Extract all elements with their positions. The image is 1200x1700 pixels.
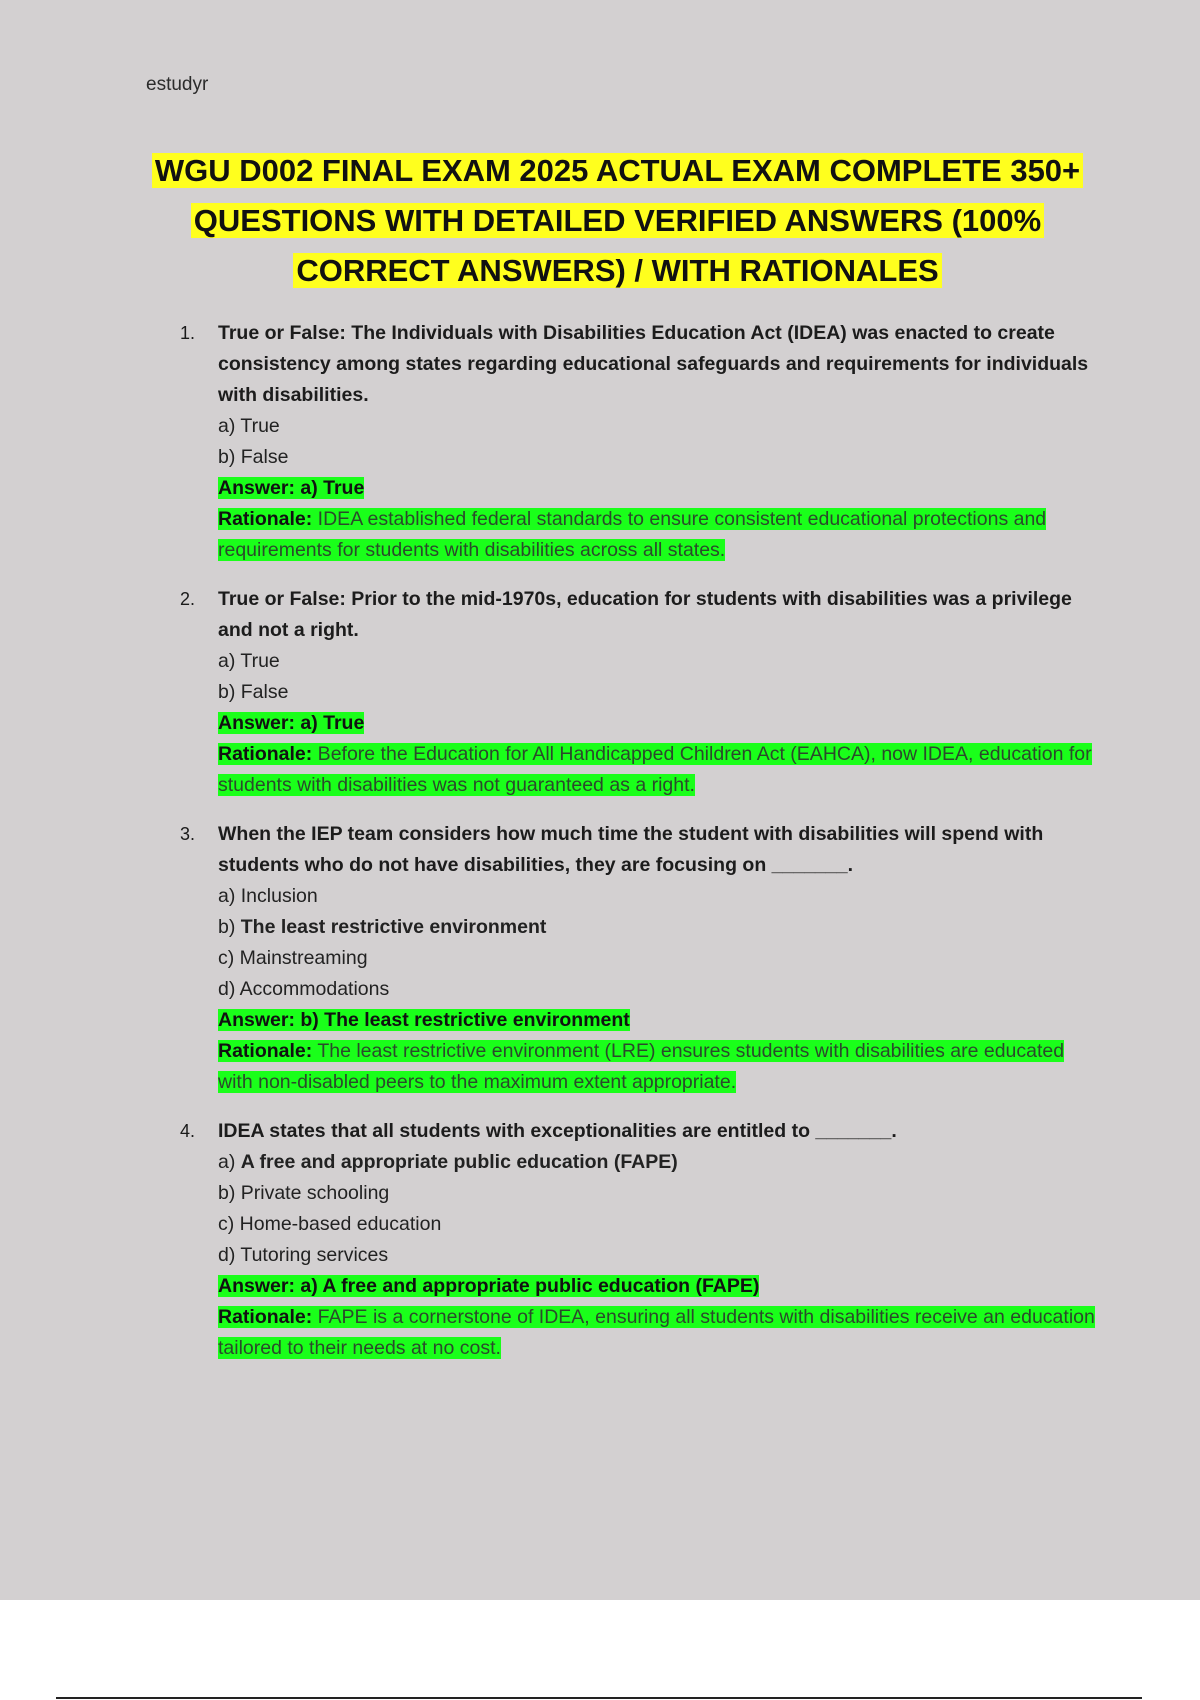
option-c: c) Home-based education: [218, 1213, 442, 1235]
question-text: True or False: The Individuals with Disabilities Education Act (IDEA) was enacted to create consistency among states regarding educational safeguards and requirements for individuals with disabilities.: [218, 322, 1089, 406]
option-a: a) True: [218, 650, 280, 672]
option-b-bold: The least restrictive environment: [240, 916, 547, 938]
question-item: [168, 318, 1103, 566]
rationale-text: [218, 508, 1046, 561]
question-number: 2.: [180, 589, 196, 609]
answer-text: Answer: a) True: [218, 712, 365, 734]
option-a-prefix: a): [218, 1151, 241, 1173]
option-b: b) False: [218, 681, 289, 703]
rationale-label: Rationale:: [218, 743, 313, 765]
question-item: [168, 819, 1103, 1098]
rationale-body: The least restrictive environment (LRE) ensures students with disabilities are educated with non-disabled peers to the maximum extent appropriate.: [218, 1040, 1065, 1093]
option-b: [218, 912, 1103, 943]
answer-text: Answer: a) A free and appropriate public education (FAPE): [218, 1275, 760, 1297]
rationale-text: [218, 743, 1092, 796]
question-text: When the IEP team considers how much time the student with disabilities will spend with students who do not have disabilities, they are focusing on _______.: [218, 823, 1044, 876]
rationale-body: Before the Education for All Handicapped Children Act (EAHCA), now IDEA, education for students with disabilities was not guaranteed as a right.: [218, 743, 1092, 796]
option-b: b) False: [218, 446, 289, 468]
question-text: IDEA states that all students with exceptionalities are entitled to _______.: [218, 1120, 897, 1142]
rationale-label: Rationale:: [218, 1306, 313, 1328]
question-number: 1.: [180, 323, 196, 343]
option-d: d) Accommodations: [218, 978, 390, 1000]
option-a: [218, 1147, 1103, 1178]
question-number: 3.: [180, 824, 196, 844]
rationale-label: Rationale:: [218, 508, 313, 530]
answer-text: Answer: b) The least restrictive environment: [218, 1009, 630, 1031]
watermark-text: estudyr: [146, 74, 209, 95]
question-text: True or False: Prior to the mid-1970s, education for students with disabilities was a privilege and not a right.: [218, 588, 1072, 641]
footer-rule: [56, 1697, 1142, 1699]
title-line-2: QUESTIONS WITH DETAILED VERIFIED ANSWERS (100%: [191, 203, 1044, 238]
option-a: a) True: [218, 415, 280, 437]
title-line-1: WGU D002 FINAL EXAM 2025 ACTUAL EXAM COMPLETE 350+: [152, 153, 1083, 188]
question-list: [168, 318, 1103, 1382]
rationale-body: IDEA established federal standards to ensure consistent educational protections and requirements for students with disabilities across all states.: [218, 508, 1047, 561]
option-b-prefix: b): [218, 916, 241, 938]
answer-text: Answer: a) True: [218, 477, 365, 499]
document-title: [130, 146, 1105, 296]
rationale-text: [218, 1040, 1064, 1093]
option-b: b) Private schooling: [218, 1182, 390, 1204]
question-number: 4.: [180, 1121, 196, 1141]
option-a: a) Inclusion: [218, 885, 318, 907]
option-c: c) Mainstreaming: [218, 947, 368, 969]
rationale-body: FAPE is a cornerstone of IDEA, ensuring all students with disabilities receive an education tailored to their needs at no cost.: [218, 1306, 1095, 1359]
question-item: [168, 584, 1103, 801]
option-a-bold: A free and appropriate public education (FAPE): [240, 1151, 678, 1173]
question-item: [168, 1116, 1103, 1364]
option-d: d) Tutoring services: [218, 1244, 389, 1266]
rationale-label: Rationale:: [218, 1040, 313, 1062]
rationale-text: [218, 1306, 1095, 1359]
title-line-3: CORRECT ANSWERS) / WITH RATIONALES: [293, 253, 941, 288]
